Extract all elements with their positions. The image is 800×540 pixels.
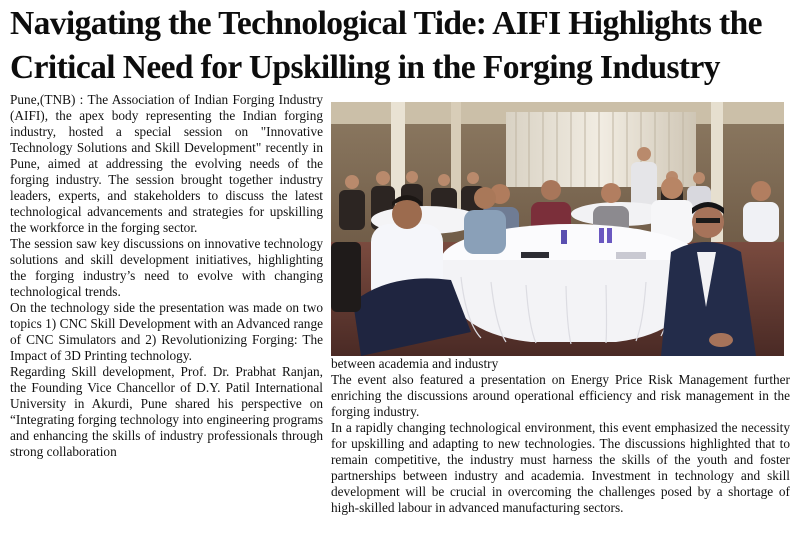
paragraph-skill-development: Regarding Skill development, Prof. Dr. Prabhat Ranjan, the Founding Vice Chancellor of D.Y. Patil International University in Akurdi, Pune shared his perspective on “Integrating forging technology into engineering programs and enhancing the skills of industry professionals through strong collaboration (10, 364, 323, 459)
paragraph-conclusion: In a rapidly changing technological environment, this event emphasized the necessity for upskilling and adapting to new technologies. The discussions highlighted that to remain competitive, the industry must harness the skills of the youth and foster partnerships between industry and academia. Investment in technology and skill development will be crucial in overcoming the challenges posed by a shortage of high-skilled labour in advanced manufacturing sectors. (331, 420, 790, 515)
paragraph-discussions: The session saw key discussions on innovative technology solutions and skill development initiatives, highlighting the forging industry’s need to evolve with changing technological trends. (10, 236, 323, 299)
paragraph-intro: Pune,(TNB) : The Association of Indian Forging Industry (AIFI), the apex body representing the Indian forging industry, hosted a special session on "Innovative Technology Solutions and Skill Development" recently in Pune, aimed at addressing the evolving needs of the forging industry. The session brought together industry leaders, experts, and stakeholders to discuss the latest technological advancements and strategies for upskilling the workforce in the forging sector. (10, 92, 323, 235)
paragraph-technology-topics: On the technology side the presentation was made on two topics 1) CNC Skill Development with an Advanced range of CNC Simulators and 2) Revolutionizing Forging: The Impact of 3D Printing technology. (10, 300, 323, 363)
event-photo (331, 102, 784, 356)
headline-line-2: Critical Need for Upskilling in the Forging Industry (10, 49, 720, 86)
paragraph-energy-risk: The event also featured a presentation on Energy Price Risk Management further enriching the discussions around operational efficiency and risk management in the forging industry. (331, 372, 790, 419)
paragraph-academia-continued: between academia and industry (331, 356, 499, 371)
article-headline (10, 2, 790, 90)
left-column (10, 92, 323, 460)
right-column (331, 356, 790, 516)
headline-line-1: Navigating the Technological Tide: AIFI Highlights the (10, 5, 762, 42)
